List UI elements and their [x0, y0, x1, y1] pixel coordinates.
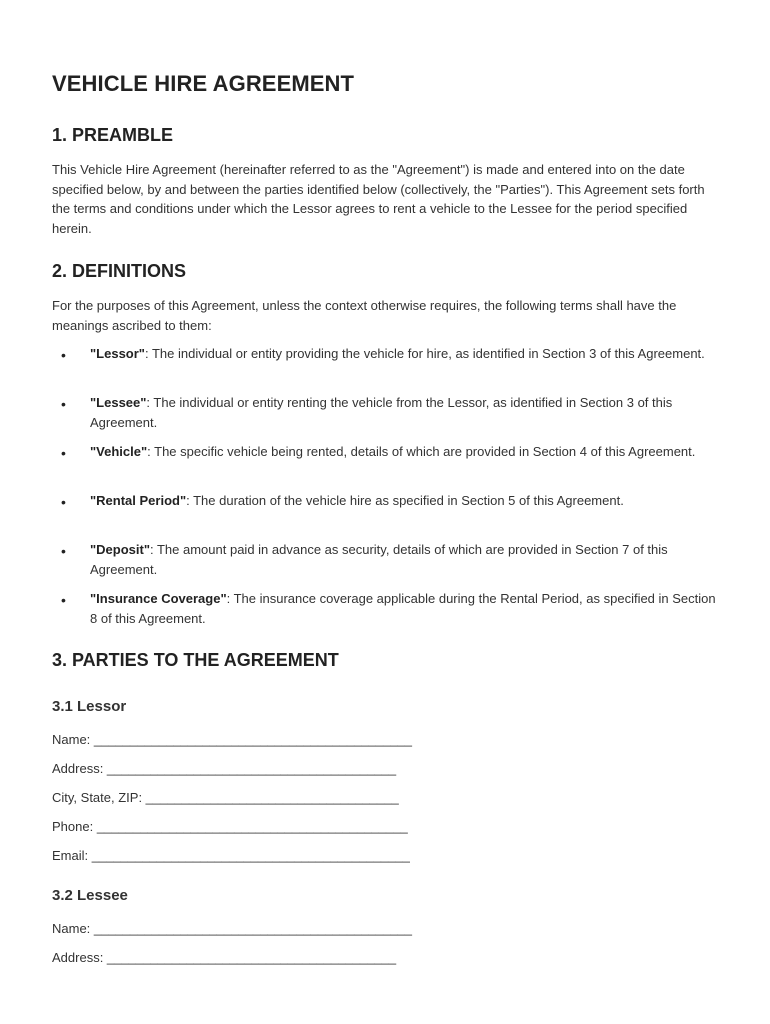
lessor-city-field: City, State, ZIP: ___________________________________ — [52, 790, 399, 805]
definition-term: "Lessee" — [90, 395, 147, 410]
preamble-text: This Vehicle Hire Agreement (hereinafter referred to as the "Agreement") is made and entered into on the date specified below, by and between the parties identified below (collectively, the "Parties"). This Agreement sets forth the terms and conditions under which the Lessor agrees to rent a vehicle to the Lessee for the period specified herein. — [52, 162, 705, 236]
definitions-list — [52, 344, 722, 638]
lessor-heading: 3.1 Lessor — [52, 698, 127, 715]
definitions-intro: For the purposes of this Agreement, unless the context otherwise requires, the following terms shall have the meanings ascribed to them: — [52, 298, 677, 333]
list-item — [52, 442, 722, 491]
definition-term: "Vehicle" — [90, 444, 148, 459]
definition-text: : The individual or entity providing the vehicle for hire, as identified in Section 3 of this Agreement. — [144, 346, 705, 361]
lessor-address-field: Address: ________________________________________ — [52, 761, 397, 776]
bullet-icon: • — [61, 494, 66, 510]
definition-text: : The specific vehicle being rented, details of which are provided in Section 4 of this Agreement. — [147, 444, 696, 459]
bullet-icon: • — [61, 396, 66, 412]
list-item — [52, 589, 722, 638]
definition-text: : The duration of the vehicle hire as specified in Section 5 of this Agreement. — [186, 493, 624, 508]
lessee-heading: 3.2 Lessee — [52, 887, 128, 904]
list-item — [52, 540, 722, 589]
definition-text: : The amount paid in advance as security, details of which are provided in Section 7 of this Agreement. — [90, 542, 668, 577]
definition-text: : The individual or entity renting the vehicle from the Lessor, as identified in Section 3 of this Agreement. — [90, 395, 673, 430]
definition-term: "Lessor" — [90, 346, 145, 361]
definition-term: "Insurance Coverage" — [90, 591, 227, 606]
definition-term: "Rental Period" — [90, 493, 187, 508]
definitions-heading: 2. DEFINITIONS — [52, 261, 187, 281]
lessee-name-field: Name: ____________________________________________ — [52, 921, 413, 936]
list-item — [52, 393, 722, 442]
lessor-phone-field: Phone: ___________________________________________ — [52, 819, 408, 834]
document-title: VEHICLE HIRE AGREEMENT — [52, 71, 355, 96]
preamble-heading: 1. PREAMBLE — [52, 125, 174, 145]
bullet-icon: • — [61, 543, 66, 559]
parties-heading: 3. PARTIES TO THE AGREEMENT — [52, 650, 339, 670]
definition-term: "Deposit" — [90, 542, 150, 557]
bullet-icon: • — [61, 445, 66, 461]
lessor-email-field: Email: ____________________________________________ — [52, 848, 410, 863]
list-item — [52, 491, 722, 540]
lessor-name-field: Name: ____________________________________________ — [52, 732, 413, 747]
lessee-address-field: Address: ________________________________________ — [52, 950, 397, 965]
bullet-icon: • — [61, 592, 66, 608]
definition-text: : The insurance coverage applicable during the Rental Period, as specified in Section 8 of this Agreement. — [90, 591, 716, 626]
bullet-icon: • — [61, 347, 66, 363]
list-item — [52, 344, 722, 393]
